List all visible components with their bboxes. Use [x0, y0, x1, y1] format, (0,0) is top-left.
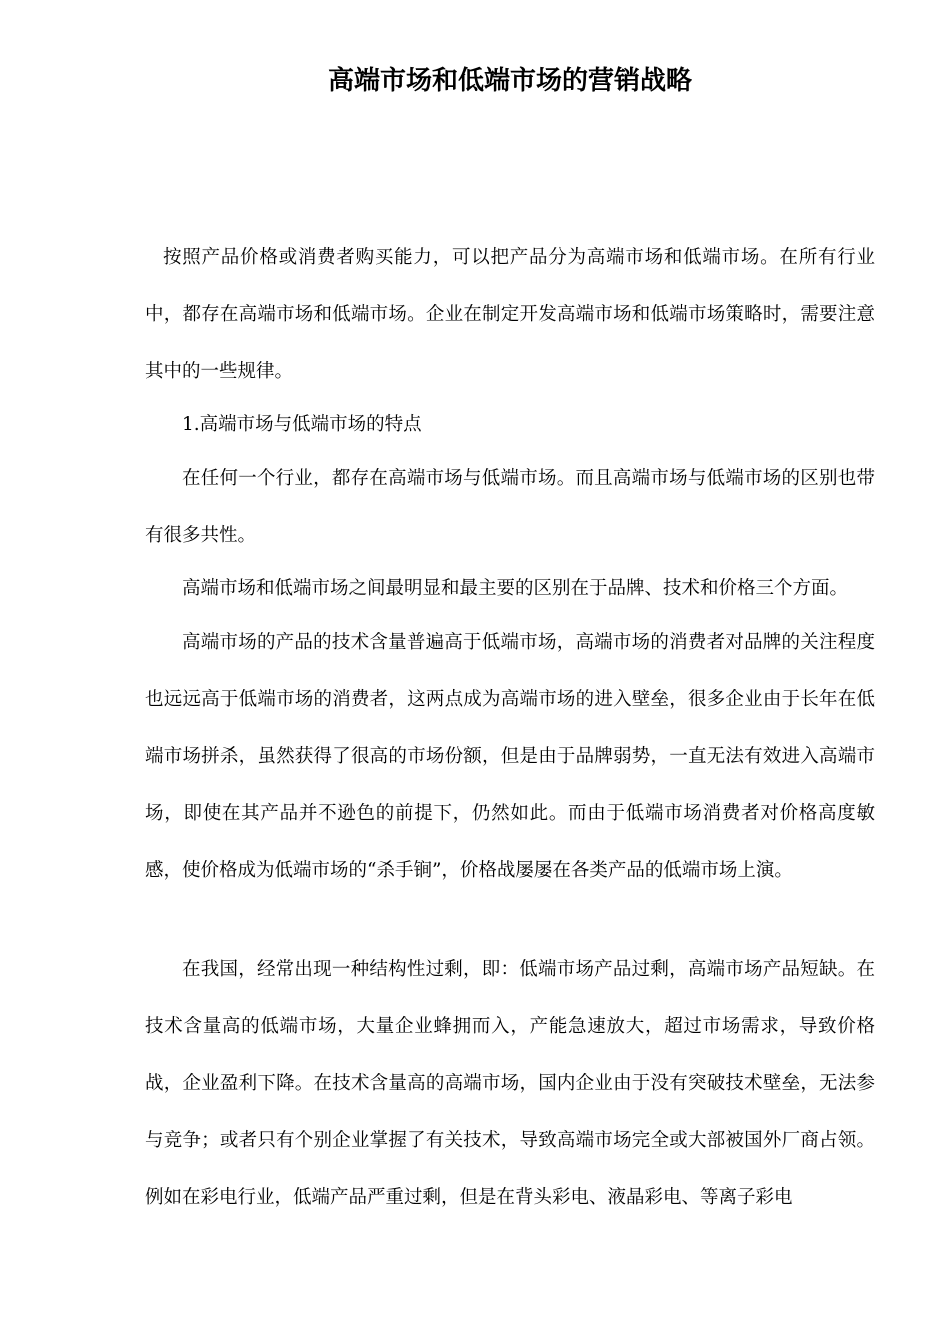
paragraph-3: 高端市场的产品的技术含量普遍高于低端市场，高端市场的消费者对品牌的关注程度也远远高于低端市场的消费者，这两点成为高端市场的进入壁垒，很多企业由于长年在低端市场拼杀，虽然获得了很高的市场份额，但是由于品牌弱势，一直无法有效进入高端市场，即使在其产品并不逊色的前提下，仍然如此。而由于低端市场消费者对价格高度敏感，使价格成为低端市场的“杀手锏”，价格战屡屡在各类产品的低端市场上演。 — [145, 632, 875, 881]
paragraph-spacer — [145, 899, 875, 941]
section-heading-1: 1.高端市场与低端市场的特点 — [182, 414, 422, 435]
document-title: 高端市场和低端市场的营销战略 — [327, 66, 692, 96]
paragraph-intro: 按照产品价格或消费者购买能力，可以把产品分为高端市场和低端市场。在所有行业中，都存在高端市场和低端市场。企业在制定开发高端市场和低端市场策略时，需要注意其中的一些规律。 — [145, 247, 875, 382]
document-body — [145, 229, 875, 1226]
paragraph-1: 在任何一个行业，都存在高端市场与低端市场。而且高端市场与低端市场的区别也带有很多共性。 — [145, 468, 875, 546]
paragraph-4: 在我国，经常出现一种结构性过剩，即：低端市场产品过剩，高端市场产品短缺。在技术含量高的低端市场，大量企业蜂拥而入，产能急速放大，超过市场需求，导致价格战，企业盈利下降。在技术含量高的高端市场，国内企业由于没有突破技术壁垒，无法参与竞争；或者只有个别企业掌握了有关技术，导致高端市场完全或大部被国外厂商占领。例如在彩电行业，低端产品严重过剩，但是在背头彩电、液晶彩电、等离子彩电 — [145, 959, 875, 1208]
paragraph-2: 高端市场和低端市场之间最明显和最主要的区别在于品牌、技术和价格三个方面。 — [182, 578, 849, 599]
